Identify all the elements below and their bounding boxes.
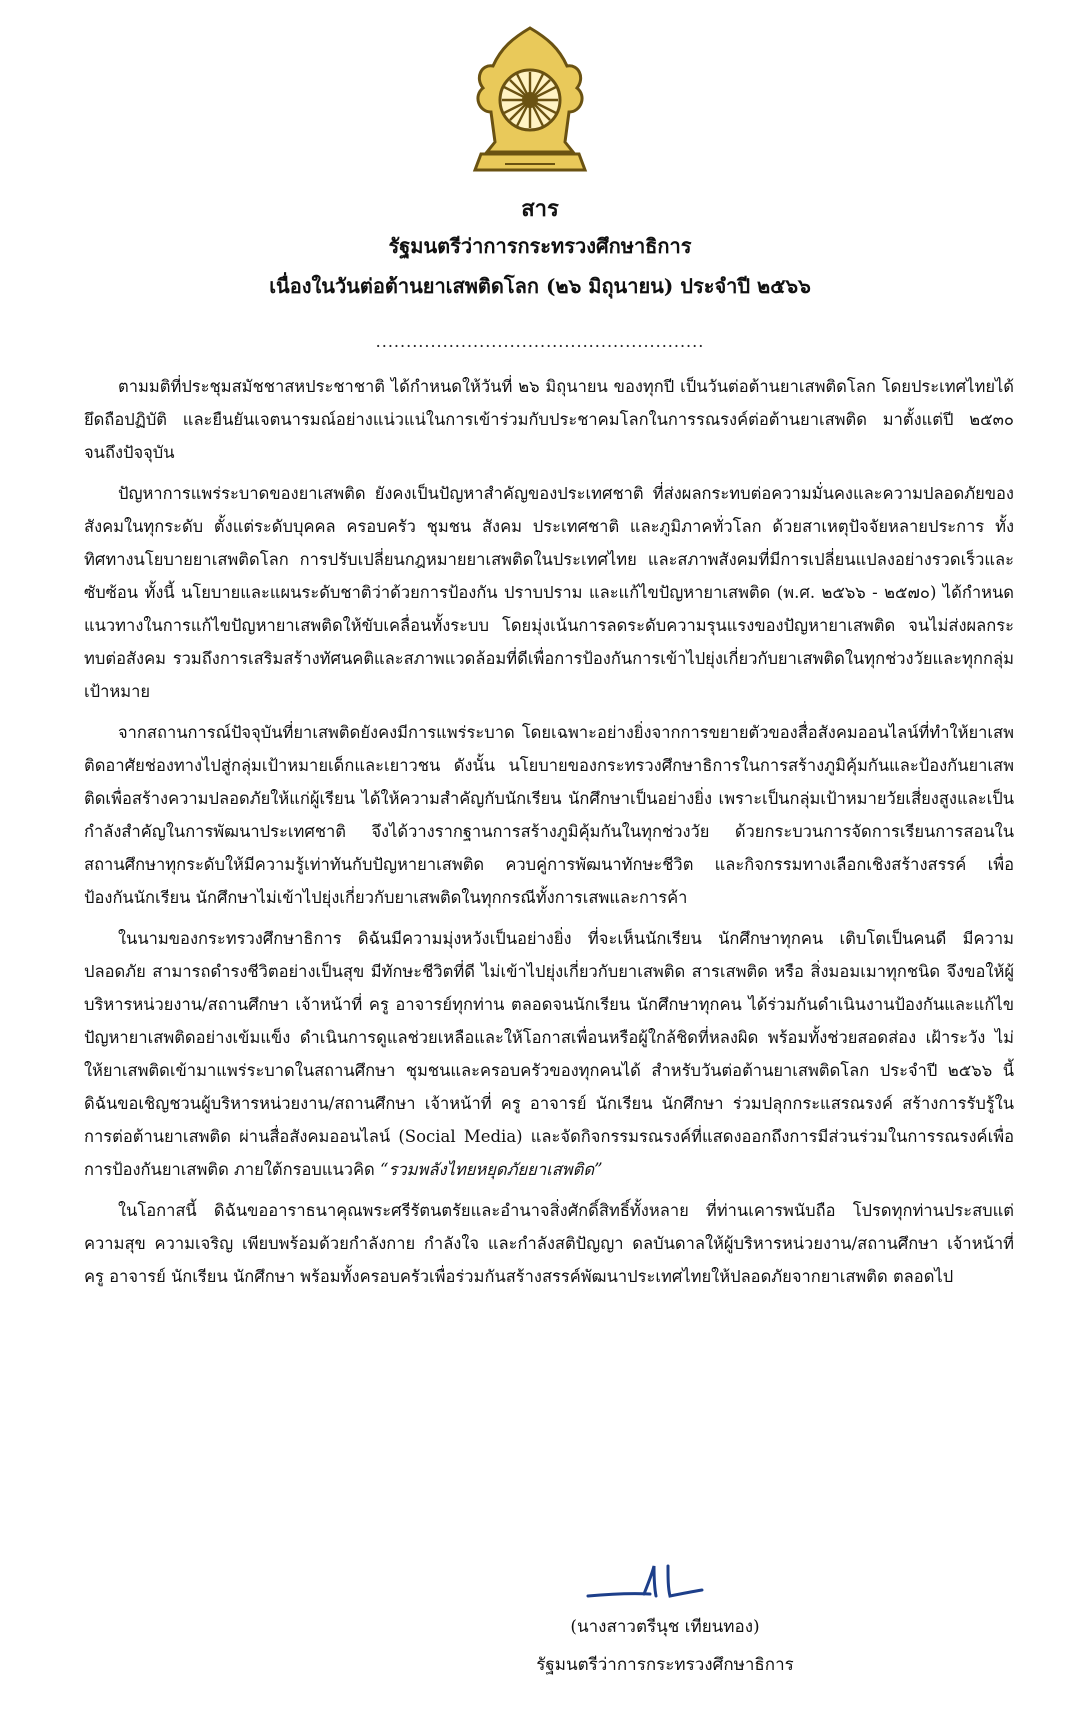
signer-position: รัฐมนตรีว่าการกระทรวงศึกษาธิการ bbox=[536, 1655, 794, 1675]
paragraph-1: ตามมติที่ประชุมสมัชชาสหประชาชาติ ได้กำหนดให้วันที่ ๒๖ มิถุนายน ของทุกปี เป็นวันต่อต้านยาเสพติดโลก โดยประเทศไทยได้ยึดถือปฏิบัติ และยืนยันเจตนารมณ์อย่างแน่วแน่ในการเข้าร่วมกับประชาคมโลกในการรณรงค์ต่อต้านยาเสพติด มาตั้งแต่ปี ๒๕๓๐ จนถึงปัจจุบัน bbox=[84, 377, 1014, 462]
letter-title: สาร bbox=[521, 196, 559, 222]
paragraph-4 bbox=[84, 922, 1014, 1186]
letter-subtitle-occasion: เนื่องในวันต่อต้านยาเสพติดโลก (๒๖ มิถุนายน) ประจำปี ๒๕๖๖ bbox=[269, 274, 811, 298]
signer-name: (นางสาวตรีนุช เทียนทอง) bbox=[570, 1617, 760, 1637]
paragraph-4-text: ในนามของกระทรวงศึกษาธิการ ดิฉันมีความมุ่งหวังเป็นอย่างยิ่ง ที่จะเห็นนักเรียน นักศึกษาทุกคน เติบโตเป็นคนดี มีความปลอดภัย สามารถดำรงชีวิตอย่างเป็นสุข มีทักษะชีวิตที่ดี ไม่เข้าไปยุ่งเกี่ยวกับยาเสพติด สารเสพติด หรือ สิ่งมอมเมาทุกชนิด จึงขอให้ผู้บริหารหน่วยงาน/สถานศึกษา เจ้าหน้าที่ ครู อาจารย์ทุกท่าน ตลอดจนนักเรียน นักศึกษาทุกคน ได้ร่วมกันดำเนินงานป้องกันและแก้ไขปัญหายาเสพติดอย่างเข้มแข็ง ดำเนินการดูแลช่วยเหลือและให้โอกาสเพื่อนหรือผู้ใกล้ชิดที่หลงผิด พร้อมทั้งช่วยสอดส่อง เฝ้าระวัง ไม่ให้ยาเสพติดเข้ามาแพร่ระบาดในสถานศึกษา ชุมชนและครอบครัวของทุกคนได้ สำหรับวันต่อต้านยาเสพติดโลก ประจำปี ๒๕๖๖ นี้ ดิฉันขอเชิญชวนผู้บริหารหน่วยงาน/สถานศึกษา เจ้าหน้าที่ ครู อาจารย์ นักเรียน นักศึกษา ร่วมปลุกกระแสรณรงค์ สร้างการรับรู้ในการต่อต้านยาเสพติด ผ่านสื่อสังคมออนไลน์ (Social Media) และจัดกิจกรรมรณรงค์ที่แสดงออกถึงการมีส่วนร่วมในการรณรงค์เพื่อการป้องกันยาเสพติด ภายใต้กรอบแนวคิด bbox=[84, 929, 1014, 1179]
campaign-quote: “รวมพลังไทยหยุดภัยยาเสพติด” bbox=[380, 1160, 603, 1179]
letter-header bbox=[0, 192, 1080, 306]
header-divider: ...................................................... bbox=[375, 332, 705, 351]
letter-body bbox=[84, 370, 1014, 1301]
signature-mark bbox=[580, 1560, 710, 1610]
paragraph-5: ในโอกาสนี้ ดิฉันขออาราธนาคุณพระศรีรัตนตรัยและอำนาจสิ่งศักดิ์สิทธิ์ทั้งหลาย ที่ท่านเคารพนับถือ โปรดทุกท่านประสบแต่ความสุข ความเจริญ เพียบพร้อมด้วยกำลังกาย กำลังใจ และกำลังสติปัญญา ดลบันดาลให้ผู้บริหารหน่วยงาน/สถานศึกษา เจ้าหน้าที่ ครู อาจารย์ นักเรียน นักศึกษา พร้อมทั้งครอบครัวเพื่อร่วมกันสร้างสรรค์พัฒนาประเทศไทยให้ปลอดภัยจากยาเสพติด ตลอดไป bbox=[84, 1201, 1014, 1286]
paragraph-2: ปัญหาการแพร่ระบาดของยาเสพติด ยังคงเป็นปัญหาสำคัญของประเทศชาติ ที่ส่งผลกระทบต่อความมั่นคงและความปลอดภัยของสังคมในทุกระดับ ตั้งแต่ระดับบุคคล ครอบครัว ชุมชน สังคม ประเทศชาติ และภูมิภาคทั่วโลก ด้วยสาเหตุปัจจัยหลายประการ ทั้งทิศทางนโยบายยาเสพติดโลก การปรับเปลี่ยนกฎหมายยาเสพติดในประเทศไทย และสภาพสังคมที่มีการเปลี่ยนแปลงอย่างรวดเร็วและซับซ้อน ทั้งนี้ นโยบายและแผนระดับชาติว่าด้วยการป้องกัน ปราบปราม และแก้ไขปัญหายาเสพติด (พ.ศ. ๒๕๖๖ - ๒๕๗๐) ได้กำหนดแนวทางในการแก้ไขปัญหายาเสพติดให้ขับเคลื่อนทั้งระบบ โดยมุ่งเน้นการลดระดับความรุนแรงของปัญหายาเสพติด จนไม่ส่งผลกระทบต่อสังคม รวมถึงการเสริมสร้างทัศนคติและสภาพแวดล้อมที่ดีเพื่อการป้องกันการเข้าไปยุ่งเกี่ยวกับยาเสพติดในทุกช่วงวัยและทุกกลุ่มเป้าหมาย bbox=[84, 484, 1014, 701]
paragraph-3: จากสถานการณ์ปัจจุบันที่ยาเสพติดยังคงมีการแพร่ระบาด โดยเฉพาะอย่างยิ่งจากการขยายตัวของสื่อสังคมออนไลน์ที่ทำให้ยาเสพติดอาศัยช่องทางไปสู่กลุ่มเป้าหมายเด็กและเยาวชน ดังนั้น นโยบายของกระทรวงศึกษาธิการในการสร้างภูมิคุ้มกันและป้องกันยาเสพติดเพื่อสร้างความปลอดภัยให้แก่ผู้เรียน ได้ให้ความสำคัญกับนักเรียน นักศึกษาเป็นอย่างยิ่ง เพราะเป็นกลุ่มเป้าหมายวัยเสี่ยงสูงและเป็นกำลังสำคัญในการพัฒนาประเทศชาติ จึงได้วางรากฐานการสร้างภูมิคุ้มกันในทุกช่วงวัย ด้วยกระบวนการจัดการเรียนการสอนในสถานศึกษาทุกระดับให้มีความรู้เท่าทันกับปัญหายาเสพติด ควบคู่การพัฒนาทักษะชีวิต และกิจกรรมทางเลือกเชิงสร้างสรรค์ เพื่อป้องกันนักเรียน นักศึกษาไม่เข้าไปยุ่งเกี่ยวกับยาเสพติดในทุกกรณีทั้งการเสพและการค้า bbox=[84, 723, 1014, 907]
letter-subtitle-minister: รัฐมนตรีว่าการกระทรวงศึกษาธิการ bbox=[388, 234, 692, 258]
ministry-emblem-icon bbox=[465, 24, 595, 184]
